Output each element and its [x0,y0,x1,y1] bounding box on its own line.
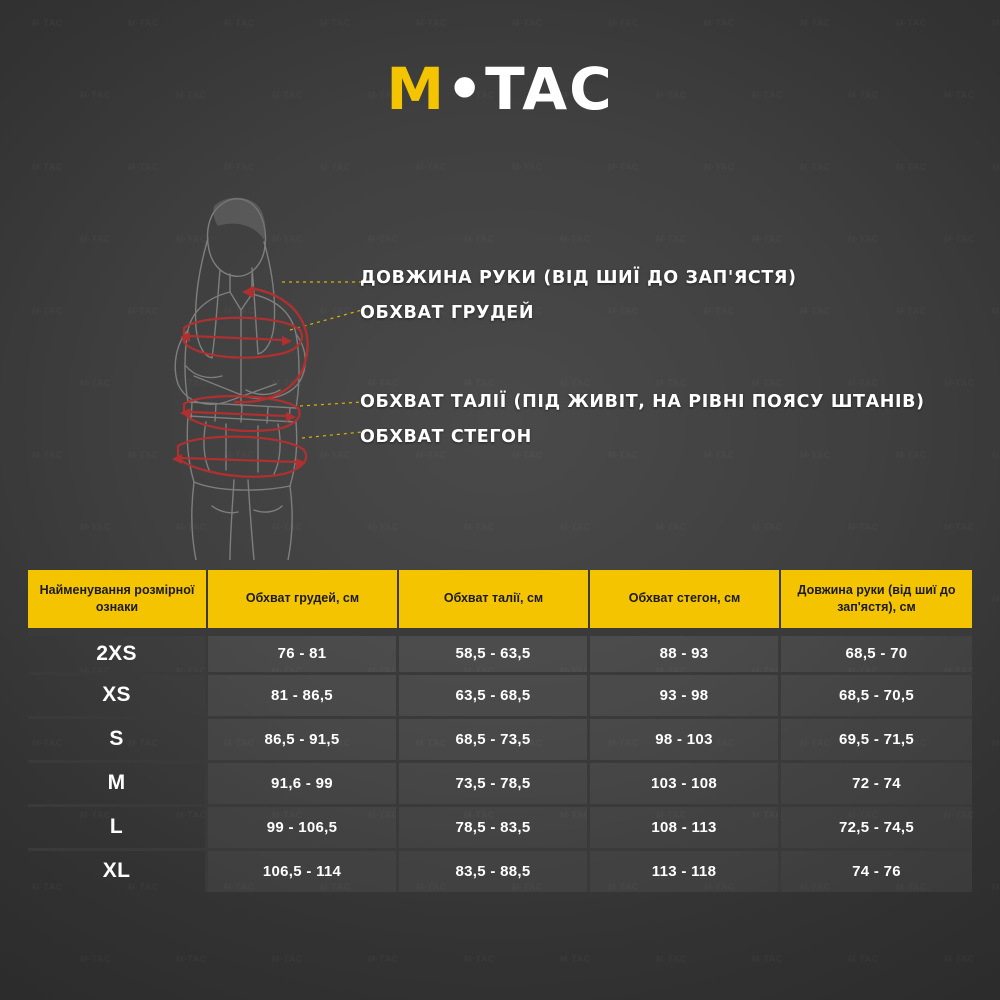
table-row [28,716,972,760]
watermark-text [32,18,63,28]
cell-chest: 99 - 106,5 [208,804,399,848]
logo-text-tac: TAC [485,55,614,123]
callout-arm-length: ДОВЖИНА РУКИ (ВІД ШИЇ ДО ЗАП'ЯСТЯ) [360,268,797,288]
callout-hips: ОБХВАТ СТЕГОН [360,427,532,447]
watermark-text [992,738,1000,748]
cell-chest: 76 - 81 [208,628,399,672]
cell-arm: 72,5 - 74,5 [781,804,972,848]
watermark-text [32,306,63,316]
cell-size: S [28,716,208,760]
header-cell-name: Найменування розмірної ознаки [28,570,208,628]
watermark-text [560,954,591,964]
cell-arm: 69,5 - 71,5 [781,716,972,760]
table-row [28,628,972,672]
cell-hips: 98 - 103 [590,716,781,760]
cell-hips: 103 - 108 [590,760,781,804]
watermark-text [752,522,783,532]
watermark-text [608,18,639,28]
table-header [28,570,972,628]
watermark-text [560,234,591,244]
watermark-text [464,522,495,532]
cell-hips: 113 - 118 [590,848,781,892]
watermark-text [608,306,639,316]
watermark-text [320,18,351,28]
watermark-text [800,18,831,28]
watermark-text [992,450,1000,460]
watermark-text [896,162,927,172]
watermark-text [608,162,639,172]
table-body [28,628,972,892]
watermark-text [848,378,879,388]
watermark-text [848,954,879,964]
cell-chest: 86,5 - 91,5 [208,716,399,760]
table-row [28,760,972,804]
cell-arm: 68,5 - 70 [781,628,972,672]
watermark-text [944,954,975,964]
header-cell-chest: Обхват грудей, см [208,570,399,628]
watermark-text [80,234,111,244]
logo-dot: • [446,55,486,123]
cell-size: L [28,804,208,848]
watermark-text [944,378,975,388]
watermark-text [176,954,207,964]
watermark-text [752,378,783,388]
cell-waist: 68,5 - 73,5 [399,716,590,760]
watermark-text [368,954,399,964]
watermark-text [848,234,879,244]
table-row [28,804,972,848]
watermark-text [896,18,927,28]
cell-arm: 68,5 - 70,5 [781,672,972,716]
watermark-text [944,234,975,244]
header-cell-hips: Обхват стегон, см [590,570,781,628]
header-cell-arm: Довжина руки (від шиї до зап'ястя), см [781,570,972,628]
model-illustration [130,170,460,560]
watermark-text [464,378,495,388]
watermark-text [512,450,543,460]
cell-waist: 58,5 - 63,5 [399,628,590,672]
cell-chest: 106,5 - 114 [208,848,399,892]
size-table [28,570,972,892]
watermark-text [656,234,687,244]
watermark-text [992,162,1000,172]
watermark-text [896,450,927,460]
watermark-text [560,378,591,388]
callout-waist: ОБХВАТ ТАЛІЇ (ПІД ЖИВІТ, НА РІВНІ ПОЯСУ ШТАНІВ) [360,392,925,412]
cell-size: 2XS [28,628,208,672]
cell-waist: 73,5 - 78,5 [399,760,590,804]
watermark-text [656,954,687,964]
watermark-text [944,522,975,532]
watermark-text [80,954,111,964]
watermark-text [704,450,735,460]
brand-logo [0,55,1000,123]
cell-waist: 78,5 - 83,5 [399,804,590,848]
watermark-text [800,162,831,172]
watermark-text [512,18,543,28]
watermark-text [512,162,543,172]
watermark-text [752,954,783,964]
watermark-text [224,18,255,28]
watermark-text [992,306,1000,316]
watermark-text [704,18,735,28]
cell-size: XS [28,672,208,716]
cell-size: M [28,760,208,804]
cell-waist: 63,5 - 68,5 [399,672,590,716]
watermark-text [656,378,687,388]
watermark-text [800,306,831,316]
cell-waist: 83,5 - 88,5 [399,848,590,892]
watermark-text [608,450,639,460]
watermark-text [464,234,495,244]
cell-arm: 72 - 74 [781,760,972,804]
watermark-text [80,522,111,532]
cell-chest: 91,6 - 99 [208,760,399,804]
watermark-text [416,18,447,28]
watermark-text [128,18,159,28]
cell-hips: 88 - 93 [590,628,781,672]
watermark-text [704,162,735,172]
watermark-text [992,594,1000,604]
watermark-text [272,954,303,964]
cell-chest: 81 - 86,5 [208,672,399,716]
watermark-text [800,450,831,460]
logo-letter-m: M [386,55,447,123]
watermark-text [80,378,111,388]
watermark-text [992,882,1000,892]
header-cell-waist: Обхват талії, см [399,570,590,628]
table-row [28,672,972,716]
watermark-text [464,954,495,964]
table-header-row [28,570,972,628]
watermark-text [896,306,927,316]
watermark-text [752,234,783,244]
watermark-text [992,18,1000,28]
cell-size: XL [28,848,208,892]
watermark-text [32,162,63,172]
watermark-text [560,522,591,532]
watermark-text [656,522,687,532]
callout-chest: ОБХВАТ ГРУДЕЙ [360,303,535,323]
cell-arm: 74 - 76 [781,848,972,892]
watermark-text [848,522,879,532]
cell-hips: 93 - 98 [590,672,781,716]
watermark-text [32,450,63,460]
table-row [28,848,972,892]
watermark-text [704,306,735,316]
cell-hips: 108 - 113 [590,804,781,848]
